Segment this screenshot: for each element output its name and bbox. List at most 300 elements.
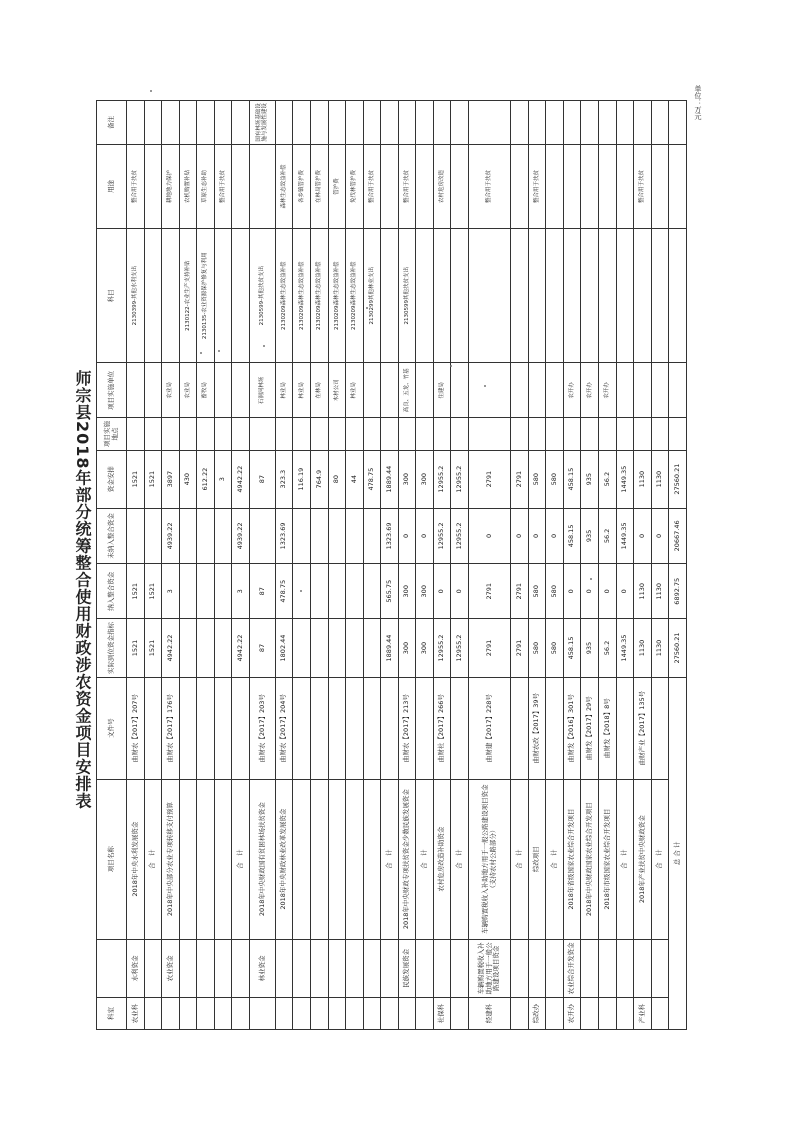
cell-place	[451, 418, 469, 450]
cell-fund	[179, 939, 197, 997]
cell-dept	[346, 997, 364, 1029]
cell-incl: 0	[563, 564, 581, 619]
cell-subj: 2130299其他林业支出	[363, 229, 381, 363]
cell-project: 2018年中央财政专项扶贫资金少数民族发展资金	[398, 779, 416, 939]
cell-incl	[311, 564, 329, 619]
cell-unit	[634, 363, 652, 418]
cell-arr: 580	[528, 450, 546, 508]
cell-use: 各乡镇管护费	[293, 144, 311, 228]
table-row	[581, 101, 599, 1030]
cell-arr: 458.15	[563, 450, 581, 508]
cell-fund	[451, 939, 469, 997]
cell-arr: 1521	[127, 450, 145, 508]
cell-subj	[232, 229, 250, 363]
table-row	[599, 101, 617, 1030]
cell-project: 合 计	[381, 779, 399, 939]
cell-project: 2018年中央水利发展资金	[127, 779, 145, 939]
cell-place	[346, 418, 364, 450]
cell-incl: 1521	[127, 564, 145, 619]
cell-arr: 4942.22	[232, 450, 250, 508]
cell-fund	[616, 939, 634, 997]
cell-excl: 1449.35	[616, 508, 634, 563]
table-row	[451, 101, 469, 1030]
cell-unit: 住建局	[433, 363, 451, 418]
cell-subj: 2130209森林生态效益补偿	[293, 229, 311, 363]
cell-fund	[599, 939, 617, 997]
cell-subj: 2130209森林生态效益补偿	[328, 229, 346, 363]
cell-fund	[232, 939, 250, 997]
cell-doc	[363, 677, 381, 779]
cell-note	[511, 101, 529, 145]
cell-project: 合 计	[651, 779, 669, 939]
cell-doc	[214, 677, 232, 779]
table-row	[162, 101, 180, 1030]
cell-doc: 曲财农【2017】213号	[398, 677, 416, 779]
cell-excl	[311, 508, 329, 563]
cell-subj	[433, 229, 451, 363]
cell-dept	[275, 997, 293, 1029]
table-row	[197, 101, 215, 1030]
table-row	[381, 101, 399, 1030]
cell-fund	[433, 939, 451, 997]
cell-note	[528, 101, 546, 145]
cell-place	[214, 418, 232, 450]
cell-place	[162, 418, 180, 450]
cell-arr: 1889.44	[381, 450, 399, 508]
cell-fund	[381, 939, 399, 997]
cell-incl: 87	[249, 564, 275, 619]
cell-subj	[214, 229, 232, 363]
cell-use: 农机购置补贴	[179, 144, 197, 228]
cell-use: 森林生态效益补偿	[275, 144, 293, 228]
cell-unit: 林业局	[346, 363, 364, 418]
cell-actual: 1521	[144, 619, 162, 677]
cell-place	[127, 418, 145, 450]
cell-unit	[214, 363, 232, 418]
cell-dept	[451, 997, 469, 1029]
table-row	[634, 101, 652, 1030]
cell-dept	[328, 997, 346, 1029]
cell-doc	[293, 677, 311, 779]
cell-unit: 畜牧局	[197, 363, 215, 418]
table-row	[468, 101, 511, 1030]
cell-unit: 木材公司	[328, 363, 346, 418]
cell-fund	[346, 939, 364, 997]
cell-excl	[197, 508, 215, 563]
header-cell: 文件号	[97, 677, 127, 779]
cell-fund	[293, 939, 311, 997]
header-cell: 未纳入整合资金	[97, 508, 127, 563]
cell-arr: 935	[581, 450, 599, 508]
cell-dept	[232, 997, 250, 1029]
cell-project	[346, 779, 364, 939]
header-cell: 实际到位资金指标	[97, 619, 127, 677]
cell-excl: 12955.2	[433, 508, 451, 563]
cell-project: 车辆购置税收入补助地方用于一般公路建设项目资金（支持农村公路部分）	[468, 779, 511, 939]
cell-excl	[293, 508, 311, 563]
cell-project: 2018年产业扶贫中央财政资金	[634, 779, 652, 939]
cell-note	[275, 101, 293, 145]
table-row	[311, 101, 329, 1030]
cell-fund: 民族发展资金	[398, 939, 416, 997]
table-row	[214, 101, 232, 1030]
cell-note	[451, 101, 469, 145]
cell-dept: 农业科	[127, 997, 145, 1029]
cell-place	[398, 418, 416, 450]
cell-subj: 2130122-农业生产支持补贴	[179, 229, 197, 363]
cell-project: 2018年省级国家农业综合开发项目	[563, 779, 581, 939]
cell-note	[599, 101, 617, 145]
cell-excl: 1323.69	[381, 508, 399, 563]
cell-doc	[381, 677, 399, 779]
cell-project	[293, 779, 311, 939]
cell-use: 免伐林管护费	[346, 144, 364, 228]
cell-project: 合 计	[616, 779, 634, 939]
cell-incl: 1130	[651, 564, 669, 619]
cell-project: 合 计	[511, 779, 529, 939]
cell-place	[528, 418, 546, 450]
cell-excl: 4939.22	[162, 508, 180, 563]
header-cell: 纳入整合资金	[97, 564, 127, 619]
cell-actual	[311, 619, 329, 677]
cell-arr: 44	[346, 450, 364, 508]
cell-actual: 12955.2	[433, 619, 451, 677]
cell-subj	[451, 229, 469, 363]
cell-excl: 0	[651, 508, 669, 563]
cell-incl: 0	[433, 564, 451, 619]
table-row	[275, 101, 293, 1030]
cell-actual: 2791	[511, 619, 529, 677]
cell-excl	[363, 508, 381, 563]
cell-note	[616, 101, 634, 145]
cell-arr: 430	[179, 450, 197, 508]
cell-subj: 2130135-农业资源保护修复与利用	[197, 229, 215, 363]
cell-actual: 300	[416, 619, 434, 677]
table-row	[511, 101, 529, 1030]
cell-actual: 4942.22	[162, 619, 180, 677]
cell-dept: 经建科	[468, 997, 511, 1029]
cell-doc: 曲财发【2017】29号	[581, 677, 599, 779]
cell-fund	[651, 939, 669, 997]
cell-place	[546, 418, 564, 450]
cell-subj	[144, 229, 162, 363]
cell-unit: 农开办	[563, 363, 581, 418]
cell-arr: 300	[416, 450, 434, 508]
cell-actual	[214, 619, 232, 677]
cell-dept	[416, 997, 434, 1029]
cell-incl: 3	[232, 564, 250, 619]
table-body	[97, 101, 687, 1030]
table-row	[363, 101, 381, 1030]
cell-actual: 300	[398, 619, 416, 677]
cell-incl	[197, 564, 215, 619]
cell-actual: 580	[528, 619, 546, 677]
cell-unit: 农业局	[162, 363, 180, 418]
cell-unit	[144, 363, 162, 418]
cell-note	[346, 101, 364, 145]
cell-use	[651, 144, 669, 228]
cell-arr: 1130	[634, 450, 652, 508]
cell-actual: 458.15	[563, 619, 581, 677]
cell-incl: 2791	[511, 564, 529, 619]
cell-place	[599, 418, 617, 450]
cell-arr: 56.2	[599, 450, 617, 508]
cell-dept: 社保科	[433, 997, 451, 1029]
cell-use	[563, 144, 581, 228]
table-row	[433, 101, 451, 1030]
cell-project: 2018年中央部分农业专项转移支付预算	[162, 779, 180, 939]
cell-excl: 458.15	[563, 508, 581, 563]
cell-incl	[346, 564, 364, 619]
cell-use	[581, 144, 599, 228]
cell-doc: 曲财农【2017】203号	[249, 677, 275, 779]
cell-incl	[363, 564, 381, 619]
cell-project: 合 计	[144, 779, 162, 939]
cell-note	[546, 101, 564, 145]
cell-place	[651, 418, 669, 450]
cell-unit	[232, 363, 250, 418]
cell-note	[651, 101, 669, 145]
cell-use	[451, 144, 469, 228]
cell-use: 整合用于扶贫	[127, 144, 145, 228]
cell-place	[232, 418, 250, 450]
cell-note	[381, 101, 399, 145]
cell-arr: 87	[249, 450, 275, 508]
cell-doc: 曲财建【2017】228号	[468, 677, 511, 779]
cell-use: 草原生态补助	[197, 144, 215, 228]
total-empty-cell	[669, 418, 687, 450]
cell-fund: 林业资金	[249, 939, 275, 997]
cell-subj: 2130209森林生态效益补偿	[311, 229, 329, 363]
cell-fund: 农业资金	[162, 939, 180, 997]
cell-incl: 0	[599, 564, 617, 619]
cell-actual: 1802.44	[275, 619, 293, 677]
cell-actual: 1449.35	[616, 619, 634, 677]
cell-place	[197, 418, 215, 450]
cell-actual: 935	[581, 619, 599, 677]
cell-project: 2018年中央财政国有贫困林场扶贫资金	[249, 779, 275, 939]
cell-subj	[162, 229, 180, 363]
cell-project: 合 计	[232, 779, 250, 939]
cell-incl: 300	[398, 564, 416, 619]
total-empty-cell	[669, 229, 687, 363]
cell-project: 综改项目	[528, 779, 546, 939]
cell-doc	[416, 677, 434, 779]
cell-subj	[416, 229, 434, 363]
cell-use	[232, 144, 250, 228]
cell-use: 整合用于扶贫	[468, 144, 511, 228]
cell-arr: 3897	[162, 450, 180, 508]
cell-note	[328, 101, 346, 145]
cell-place	[179, 418, 197, 450]
header-cell: 项目实施地点	[97, 418, 127, 450]
table-row	[346, 101, 364, 1030]
cell-use	[511, 144, 529, 228]
cell-doc	[616, 677, 634, 779]
cell-use	[616, 144, 634, 228]
cell-use: 整合用于扶贫	[528, 144, 546, 228]
cell-excl	[179, 508, 197, 563]
cell-doc	[197, 677, 215, 779]
cell-actual: 1521	[127, 619, 145, 677]
cell-place	[563, 418, 581, 450]
cell-unit	[511, 363, 529, 418]
header-cell	[97, 939, 127, 997]
cell-incl	[179, 564, 197, 619]
table-row	[127, 101, 145, 1030]
cell-excl: 0	[416, 508, 434, 563]
cell-unit: 在林局	[311, 363, 329, 418]
cell-subj	[581, 229, 599, 363]
total-arr: 27560.21	[669, 450, 687, 508]
cell-unit: 林业局	[275, 363, 293, 418]
cell-arr: 580	[546, 450, 564, 508]
cell-place	[311, 418, 329, 450]
table-row	[144, 101, 162, 1030]
table-row	[528, 101, 546, 1030]
cell-actual: 4942.22	[232, 619, 250, 677]
cell-fund	[634, 939, 652, 997]
cell-excl: 0	[546, 508, 564, 563]
cell-note	[144, 101, 162, 145]
cell-arr: 323.3	[275, 450, 293, 508]
cell-incl: 0	[581, 564, 599, 619]
cell-use: 农村危房改造	[433, 144, 451, 228]
cell-subj	[546, 229, 564, 363]
total-actual: 27560.21	[669, 619, 687, 677]
cell-excl: 4939.22	[232, 508, 250, 563]
table-row	[651, 101, 669, 1030]
cell-note	[162, 101, 180, 145]
cell-use	[546, 144, 564, 228]
cell-incl	[328, 564, 346, 619]
cell-excl: 56.2	[599, 508, 617, 563]
cell-arr: 612.22	[197, 450, 215, 508]
cell-doc: 曲财社【2017】266号	[433, 677, 451, 779]
cell-unit	[468, 363, 511, 418]
cell-note	[363, 101, 381, 145]
project-table-container	[96, 100, 687, 1030]
cell-fund	[416, 939, 434, 997]
cell-actual: 1889.44	[381, 619, 399, 677]
cell-arr: 2791	[511, 450, 529, 508]
cell-place	[275, 418, 293, 450]
cell-dept	[162, 997, 180, 1029]
cell-doc: 曲财发【2016】301号	[563, 677, 581, 779]
cell-excl: 935	[581, 508, 599, 563]
cell-doc	[179, 677, 197, 779]
cell-unit	[363, 363, 381, 418]
cell-incl: 1521	[144, 564, 162, 619]
cell-actual: 56.2	[599, 619, 617, 677]
cell-project	[197, 779, 215, 939]
cell-excl	[249, 508, 275, 563]
cell-note	[468, 101, 511, 145]
header-cell: 科目	[97, 229, 127, 363]
cell-note	[563, 101, 581, 145]
cell-actual: 12955.2	[451, 619, 469, 677]
cell-project	[311, 779, 329, 939]
cell-use: 整合用于扶贫	[214, 144, 232, 228]
cell-fund	[275, 939, 293, 997]
cell-dept	[179, 997, 197, 1029]
cell-arr: 12955.2	[433, 450, 451, 508]
cell-note: 国有林场基础设施与发展性建设	[249, 101, 275, 145]
cell-project: 2018年市级国家农业综合开发项目	[599, 779, 617, 939]
cell-project: 合 计	[451, 779, 469, 939]
cell-subj	[651, 229, 669, 363]
cell-project: 2018年中央财政国家农业综合开发项目	[581, 779, 599, 939]
cell-actual	[363, 619, 381, 677]
cell-arr: 116.19	[293, 450, 311, 508]
cell-unit: 农业局	[179, 363, 197, 418]
cell-incl: 3	[162, 564, 180, 619]
header-cell: 科室	[97, 997, 127, 1029]
unit-label: 单位：万元	[694, 85, 702, 120]
cell-excl: 0	[528, 508, 546, 563]
total-row	[669, 101, 687, 1030]
cell-fund: 车辆购置税收入补助地方用于一般公路建设项目资金	[468, 939, 511, 997]
cell-project	[214, 779, 232, 939]
cell-fund	[197, 939, 215, 997]
cell-project: 农村危房改造补助资金	[433, 779, 451, 939]
cell-actual: 1130	[651, 619, 669, 677]
cell-place	[381, 418, 399, 450]
cell-arr: 300	[398, 450, 416, 508]
cell-dept	[616, 997, 634, 1029]
total-label: 总 合 计	[669, 677, 687, 1029]
cell-excl	[127, 508, 145, 563]
table-row	[179, 101, 197, 1030]
cell-unit: 农开办	[599, 363, 617, 418]
cell-dept: 产业科	[634, 997, 652, 1029]
cell-subj: 2130599-其他扶贫支出	[249, 229, 275, 363]
cell-subj: 2130399-其他水利支出	[127, 229, 145, 363]
cell-dept	[381, 997, 399, 1029]
cell-doc	[144, 677, 162, 779]
cell-excl	[214, 508, 232, 563]
cell-project: 合 计	[546, 779, 564, 939]
cell-place	[616, 418, 634, 450]
table-row	[232, 101, 250, 1030]
cell-dept	[651, 997, 669, 1029]
cell-note	[179, 101, 197, 145]
cell-place	[144, 418, 162, 450]
total-empty-cell	[669, 101, 687, 145]
cell-note	[214, 101, 232, 145]
cell-subj	[634, 229, 652, 363]
header-cell: 资金安排	[97, 450, 127, 508]
cell-doc	[651, 677, 669, 779]
cell-arr: 764.9	[311, 450, 329, 508]
cell-note	[433, 101, 451, 145]
cell-fund	[581, 939, 599, 997]
cell-use: 整合用于扶贫	[363, 144, 381, 228]
cell-unit: 林业局	[293, 363, 311, 418]
cell-arr: 1130	[651, 450, 669, 508]
cell-dept	[581, 997, 599, 1029]
cell-incl	[214, 564, 232, 619]
cell-actual: 580	[546, 619, 564, 677]
cell-excl	[144, 508, 162, 563]
cell-unit	[451, 363, 469, 418]
cell-note	[197, 101, 215, 145]
cell-note	[581, 101, 599, 145]
cell-incl: 2791	[468, 564, 511, 619]
cell-fund	[311, 939, 329, 997]
cell-actual	[346, 619, 364, 677]
cell-note	[634, 101, 652, 145]
